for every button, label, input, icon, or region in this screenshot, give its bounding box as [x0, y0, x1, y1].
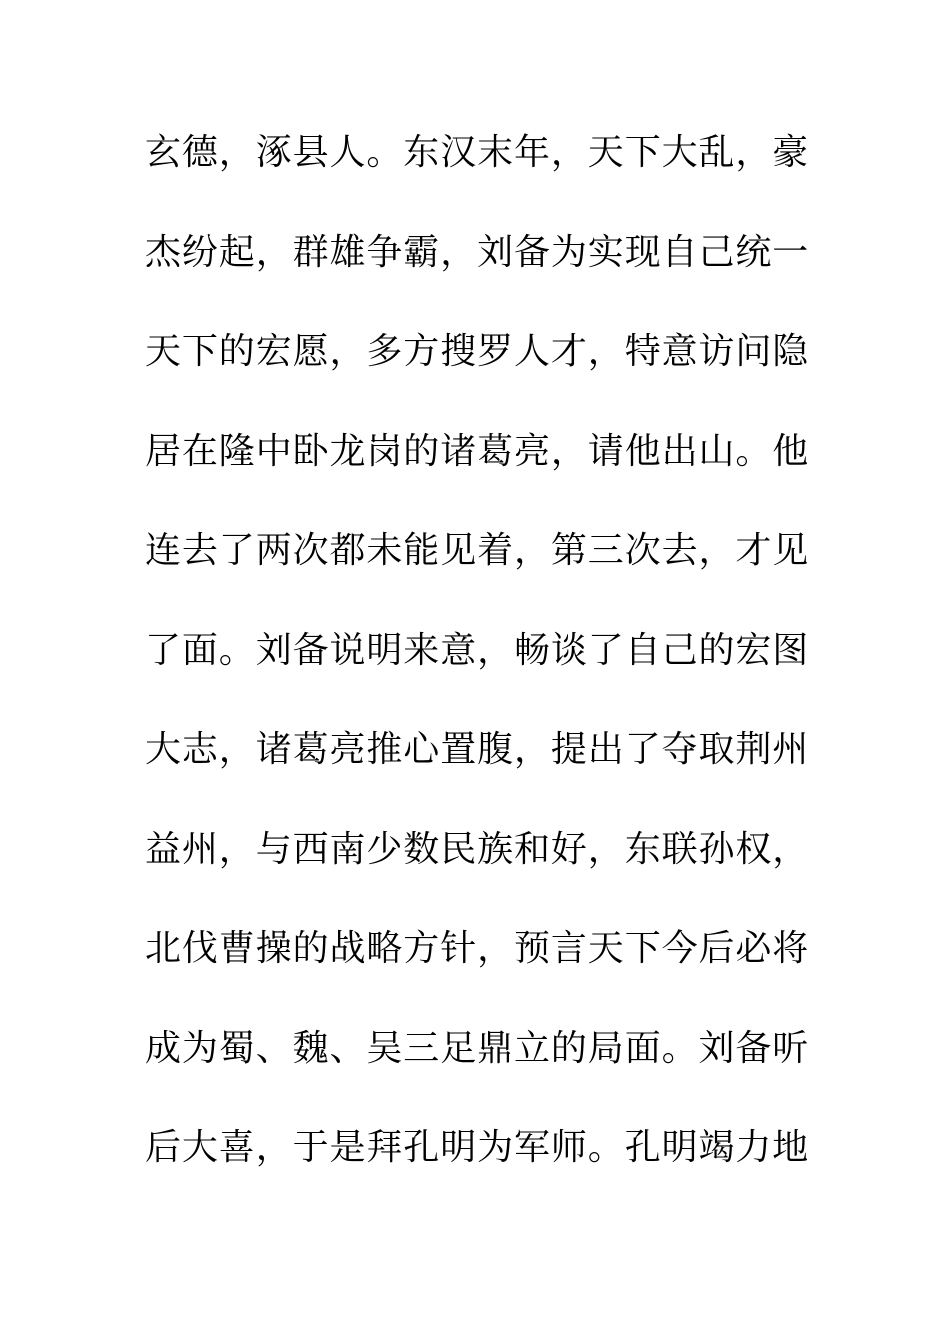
- text-line: 后大喜，于是拜孔明为军师。孔明竭力地: [145, 1127, 810, 1168]
- text-line: 了面。刘备说明来意，畅谈了自己的宏图: [145, 629, 810, 671]
- text-line: 玄德，涿县人。东汉末年，天下大乱，豪: [145, 132, 810, 173]
- text-line: 居在隆中卧龙岗的诸葛亮，请他出山。他: [145, 430, 810, 472]
- text-line: 益州，与西南少数民族和好，东联孙权，: [145, 828, 810, 870]
- text-line: 天下的宏愿，多方搜罗人才，特意访问隐: [145, 331, 810, 372]
- text-line: 连去了两次都未能见着，第三次去，才见: [145, 530, 810, 571]
- text-line: 大志，诸葛亮推心置腹，提出了夺取荆州: [145, 729, 810, 770]
- text-line: 杰纷起，群雄争霸，刘备为实现自己统一: [145, 231, 810, 273]
- document-text-body: [145, 123, 810, 1218]
- text-line: 成为蜀、魏、吴三足鼎立的局面。刘备听: [145, 1027, 810, 1069]
- text-line: 北伐曹操的战略方针，预言天下今后必将: [145, 928, 810, 969]
